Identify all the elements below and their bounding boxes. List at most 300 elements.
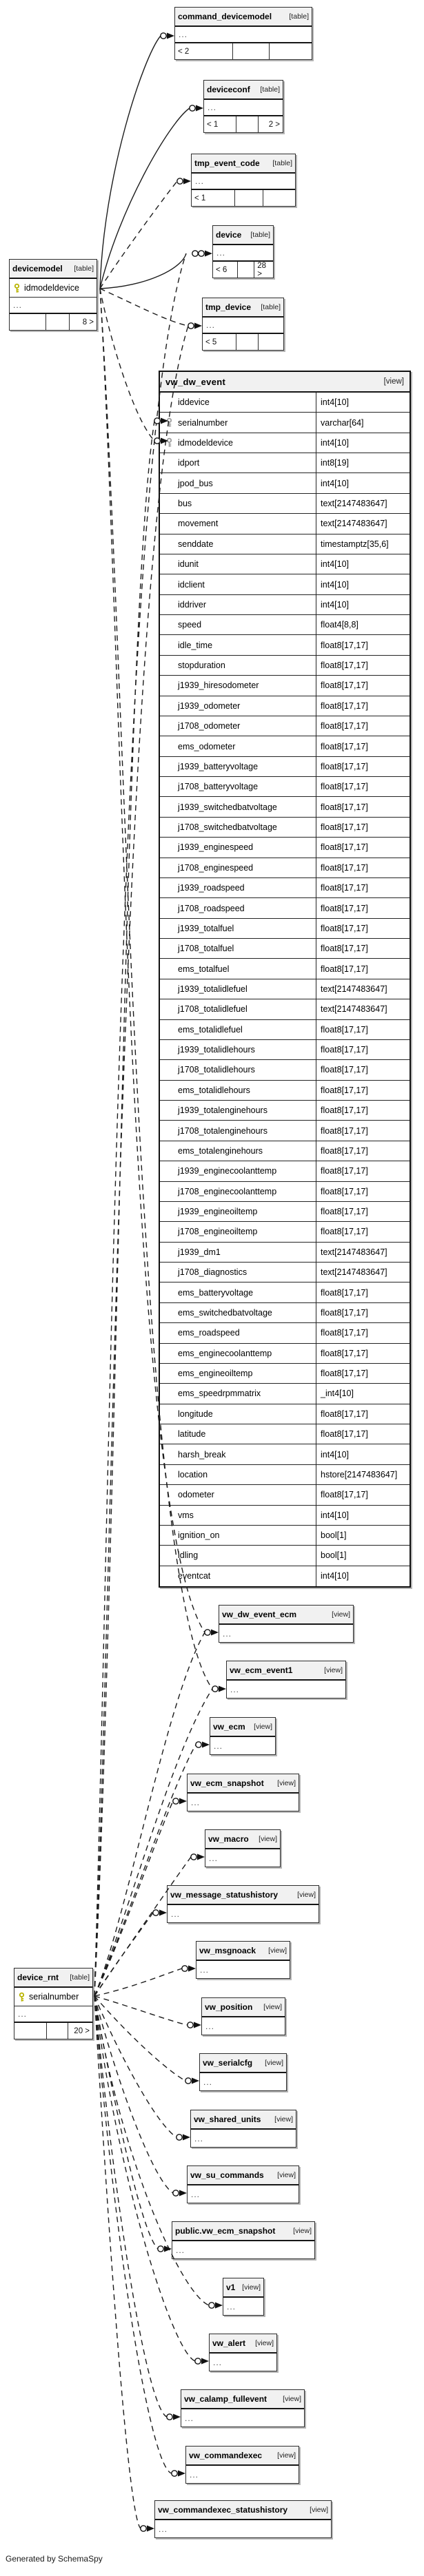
footer-mid-cell <box>46 314 70 330</box>
column-name: j1708_diagnostics <box>178 1267 248 1278</box>
column-name: idunit <box>178 559 199 570</box>
column-name: eventcat <box>178 1571 211 1581</box>
edge-arrowhead-icon <box>179 1798 187 1805</box>
view-title: vw_ecm <box>213 1722 245 1732</box>
footer-parents-count: 20 > <box>74 2026 90 2035</box>
column-row[interactable] <box>160 1323 410 1343</box>
relationship-edge <box>94 1801 173 1996</box>
column-row[interactable] <box>160 393 410 413</box>
column-type: int8[19] <box>316 453 410 472</box>
view-title: vw_message_statushistory <box>170 1890 279 1900</box>
table-title: tmp_device <box>205 302 252 312</box>
column-name: ems_switchedbatvoltage <box>178 1307 272 1318</box>
column-type: float8[17,17] <box>316 1344 410 1363</box>
relationship-edge <box>94 1996 188 2025</box>
column-name: j1708_enginespeed <box>178 862 254 873</box>
column-row[interactable] <box>160 1526 410 1546</box>
column-type: text[2147483647] <box>316 1243 410 1262</box>
table-device[interactable] <box>212 225 274 278</box>
column-name: ems_totalfuel <box>178 964 230 974</box>
view-header[interactable] <box>191 2110 296 2130</box>
column-name: j1708_odometer <box>178 721 241 731</box>
view-vw_alert[interactable] <box>209 2334 277 2371</box>
column-row[interactable] <box>160 1506 410 1526</box>
column-type: int4[10] <box>316 595 410 614</box>
edge-arrowhead-icon <box>201 2358 209 2365</box>
ellipsis-row[interactable]: ... <box>179 30 188 39</box>
column-row[interactable] <box>160 615 410 635</box>
column-row[interactable] <box>160 635 410 655</box>
column-row[interactable] <box>160 676 410 696</box>
view-tag: [view] <box>274 2115 293 2123</box>
view-header[interactable] <box>210 1718 275 1737</box>
view-header[interactable] <box>172 2222 314 2241</box>
relationship-edge <box>94 1745 196 1996</box>
view-vw_ecm_snapshot[interactable] <box>187 1774 299 1811</box>
ellipsis-row[interactable]: ... <box>195 176 205 186</box>
view-vw_position[interactable] <box>201 1997 285 2035</box>
column-name: j1708_batteryvoltage <box>178 782 259 792</box>
column-name: ems_odometer <box>178 741 236 751</box>
table-title: device <box>216 230 242 240</box>
ellipsis-row[interactable]: ... <box>18 2009 28 2019</box>
edge-zero-many-icon <box>196 1742 201 1747</box>
column-row[interactable] <box>160 736 410 756</box>
view-vw_message_statushistory[interactable] <box>167 1885 319 1923</box>
footer-children-count: < 2 <box>175 43 233 59</box>
edge-arrowhead-icon <box>211 1630 219 1636</box>
view-vw_macro[interactable] <box>205 1829 281 1867</box>
view-vw_serialcfg[interactable] <box>199 2053 287 2091</box>
column-row[interactable] <box>160 656 410 676</box>
primary-key-row[interactable] <box>10 279 97 298</box>
view-vw_msgnoack[interactable] <box>196 1941 290 1979</box>
column-name: idmodeldevice <box>178 437 233 448</box>
column-type: float8[17,17] <box>316 777 410 796</box>
column-row[interactable] <box>160 838 410 858</box>
ellipsis-row[interactable]: ... <box>213 2357 223 2367</box>
table-header[interactable] <box>10 260 97 279</box>
edge-zero-many-icon <box>153 1910 159 1915</box>
ellipsis-row[interactable]: ... <box>200 1964 210 1975</box>
view-title: vw_calamp_fullevent <box>184 2394 267 2404</box>
column-name: j1939_enginespeed <box>178 842 254 853</box>
footer-mid-cell <box>238 262 255 278</box>
table-footer <box>175 42 312 59</box>
ellipsis-row[interactable]: ... <box>191 2189 201 2199</box>
view-tag: [view] <box>277 2451 296 2460</box>
column-row[interactable] <box>160 1202 410 1222</box>
column-type: bool[1] <box>316 1526 410 1545</box>
edge-arrowhead-icon <box>196 105 203 112</box>
footer-children-count: < 6 <box>213 262 238 278</box>
column-name: ems_totalidlehours <box>178 1085 250 1095</box>
edge-zero-many-icon <box>141 2526 146 2531</box>
ellipsis-row[interactable]: ... <box>230 1684 240 1694</box>
view-title: vw_ecm_snapshot <box>190 1778 264 1788</box>
column-row[interactable] <box>160 777 410 797</box>
column-row[interactable] <box>160 999 410 1019</box>
footer-mid-cell <box>235 190 263 206</box>
column-type: float8[17,17] <box>316 1141 410 1161</box>
column-type: float8[17,17] <box>316 818 410 837</box>
view-tag: [view] <box>259 1835 277 1843</box>
ellipsis-row[interactable]: ... <box>171 1909 181 1919</box>
column-type: float8[17,17] <box>316 838 410 857</box>
column-type: hstore[2147483647] <box>316 1465 410 1484</box>
relationship-edge <box>100 253 186 289</box>
column-row[interactable] <box>160 1121 410 1141</box>
edge-arrowhead-icon <box>164 2246 172 2252</box>
relationship-edge <box>94 1913 153 1996</box>
view-public-vw_ecm_snapshot[interactable] <box>172 2221 315 2259</box>
column-type: float8[17,17] <box>316 1485 410 1504</box>
column-row[interactable] <box>160 858 410 878</box>
edge-zero-many-icon <box>205 1630 210 1635</box>
footer-parents-count <box>270 43 312 59</box>
view-tag: [view] <box>268 1946 287 1955</box>
column-row[interactable] <box>160 1060 410 1080</box>
column-name: ems_speedrpmmatrix <box>178 1389 261 1399</box>
view-title: vw_ecm_event1 <box>230 1665 293 1675</box>
column-type: float8[17,17] <box>316 1404 410 1424</box>
column-row[interactable] <box>160 757 410 777</box>
column-name: j1939_switchedbatvoltage <box>178 802 277 812</box>
column-row[interactable] <box>160 1040 410 1060</box>
ellipsis-row[interactable]: ... <box>159 2524 168 2534</box>
view-header[interactable] <box>188 1774 299 1794</box>
edge-arrowhead-icon <box>215 2303 223 2309</box>
ellipsis-row[interactable]: ... <box>214 1741 223 1751</box>
column-name: bus <box>178 499 192 509</box>
column-name: ems_totalidlefuel <box>178 1024 243 1035</box>
edge-zero-many-icon <box>172 2471 177 2476</box>
column-row[interactable] <box>160 1465 410 1485</box>
table-header[interactable] <box>192 154 295 174</box>
footer-mid-cell <box>236 334 259 350</box>
edge-zero-many-icon <box>177 178 183 184</box>
ellipsis-row[interactable]: ... <box>205 2021 215 2031</box>
column-row[interactable] <box>160 696 410 716</box>
column-row[interactable] <box>160 453 410 473</box>
column-row[interactable] <box>160 878 410 898</box>
column-row[interactable] <box>160 979 410 999</box>
view-tag: [view] <box>310 2506 328 2514</box>
footer-children-count: < 5 <box>203 334 236 350</box>
column-row[interactable] <box>160 433 410 453</box>
column-type: float8[17,17] <box>316 797 410 816</box>
column-name: j1939_totalidlefuel <box>178 984 248 994</box>
view-header[interactable] <box>181 2390 304 2409</box>
view-title: vw_position <box>205 2002 253 2012</box>
view-vw_shared_units[interactable] <box>190 2110 296 2148</box>
column-row[interactable] <box>160 716 410 736</box>
view-title: vw_serialcfg <box>203 2058 253 2068</box>
column-name: j1708_enginecoolanttemp <box>178 1186 277 1196</box>
ellipsis-row[interactable]: ... <box>13 300 23 310</box>
view-header[interactable] <box>186 2447 299 2466</box>
edge-zero-many-icon <box>209 2303 214 2308</box>
column-row[interactable] <box>160 1303 410 1323</box>
column-type: bool[1] <box>316 1546 410 1565</box>
view-vw_calamp_fullevent[interactable] <box>181 2389 305 2427</box>
ellipsis-row[interactable]: ... <box>206 320 216 330</box>
table-tmp_device[interactable] <box>202 298 284 351</box>
ellipsis-row[interactable]: ... <box>185 2413 194 2423</box>
column-row[interactable] <box>160 1485 410 1505</box>
column-type: text[2147483647] <box>316 979 410 999</box>
ellipsis-row[interactable]: ... <box>191 1797 201 1807</box>
view-header[interactable] <box>160 372 410 393</box>
column-name: j1708_engineoiltemp <box>178 1227 258 1237</box>
table-command_devicemodel[interactable] <box>174 7 312 60</box>
relationship-edge <box>94 1996 158 2249</box>
ellipsis-row[interactable]: ... <box>203 2077 213 2087</box>
view-tag: [view] <box>265 2059 283 2067</box>
key-icon <box>19 1992 25 2002</box>
table-footer <box>213 260 273 278</box>
column-type: float8[17,17] <box>316 1101 410 1120</box>
column-row[interactable] <box>160 1182 410 1202</box>
table-header[interactable] <box>175 8 312 27</box>
column-name: iddriver <box>178 599 206 610</box>
view-title: vw_macro <box>208 1834 249 1844</box>
column-row[interactable] <box>160 1020 410 1040</box>
table-header[interactable] <box>204 81 283 100</box>
table-footer <box>192 189 295 206</box>
view-header[interactable] <box>205 1830 280 1849</box>
relationship-edge <box>100 289 188 326</box>
relationship-edge <box>94 421 154 1996</box>
edge-zero-many-icon <box>182 1966 188 1971</box>
table-tag: [table] <box>260 85 280 94</box>
edge-zero-many-icon <box>195 2358 201 2364</box>
column-type: float8[17,17] <box>316 1222 410 1241</box>
column-row[interactable] <box>160 1546 410 1566</box>
column-row[interactable] <box>160 959 410 979</box>
relationship-edge <box>94 1632 205 1996</box>
column-name: odometer <box>178 1490 214 1500</box>
column-row[interactable] <box>160 1404 410 1424</box>
table-header[interactable] <box>14 1969 92 1988</box>
ellipsis-row[interactable]: ... <box>216 248 226 258</box>
view-header[interactable] <box>200 2054 286 2073</box>
column-row[interactable] <box>160 1566 410 1586</box>
column-row[interactable] <box>160 1384 410 1404</box>
column-name: idport <box>178 458 200 468</box>
edge-zero-many-icon <box>173 1798 179 1804</box>
table-header[interactable] <box>213 226 273 245</box>
view-vw_su_commands[interactable] <box>187 2165 299 2203</box>
column-name: j1708_totalenginehours <box>178 1125 267 1136</box>
column-name: j1939_odometer <box>178 700 241 711</box>
edge-arrowhead-icon <box>192 2078 199 2084</box>
column-name: vms <box>178 1510 194 1520</box>
column-type: _int4[10] <box>316 1384 410 1403</box>
column-row[interactable] <box>160 595 410 615</box>
column-row[interactable] <box>160 1282 410 1302</box>
view-vw_commandexec_statushistory[interactable] <box>154 2500 332 2538</box>
view-header[interactable] <box>168 1886 319 1905</box>
table-devicemodel[interactable] <box>9 259 97 331</box>
column-row[interactable] <box>160 554 410 574</box>
column-name: j1939_hiresodometer <box>178 681 259 691</box>
column-row[interactable] <box>160 473 410 493</box>
view-header[interactable] <box>196 1942 290 1961</box>
ellipsis-row[interactable]: ... <box>190 2469 199 2480</box>
relationship-edge <box>100 289 154 441</box>
view-title: vw_su_commands <box>190 2170 264 2180</box>
view-title: vw_commandexec_statushistory <box>158 2505 288 2515</box>
table-title: command_devicemodel <box>178 12 272 21</box>
view-title: vw_alert <box>212 2338 246 2348</box>
column-row[interactable] <box>160 1444 410 1464</box>
column-row[interactable] <box>160 514 410 534</box>
column-row[interactable] <box>160 898 410 918</box>
column-row[interactable] <box>160 1263 410 1282</box>
footer-parents-count: 2 > <box>268 120 280 129</box>
view-tag: [view] <box>332 1610 350 1619</box>
edge-zero-many-icon <box>173 2190 179 2196</box>
footer-mid-cell <box>47 2023 68 2039</box>
column-name: j1939_engineoiltemp <box>178 1207 258 1217</box>
column-type: float8[17,17] <box>316 919 410 938</box>
table-footer <box>204 115 283 132</box>
table-title: device_rnt <box>17 1973 59 1982</box>
ellipsis-row[interactable]: ... <box>223 1628 232 1639</box>
column-row[interactable] <box>160 1364 410 1384</box>
column-row[interactable] <box>160 1101 410 1121</box>
column-type: float8[17,17] <box>316 1303 410 1322</box>
edge-arrowhead-icon <box>202 1742 210 1748</box>
view-header[interactable] <box>227 1661 345 1681</box>
column-type: float8[17,17] <box>316 716 410 736</box>
column-row[interactable] <box>160 413 410 433</box>
column-row[interactable] <box>160 1222 410 1242</box>
column-row[interactable] <box>160 818 410 838</box>
table-tag: [table] <box>70 1973 90 1982</box>
column-type: float8[17,17] <box>316 1040 410 1059</box>
view-header[interactable] <box>219 1606 353 1625</box>
generator-note: Generated by SchemaSpy <box>6 2554 103 2564</box>
column-type: float8[17,17] <box>316 1182 410 1201</box>
ellipsis-row[interactable]: ... <box>194 2133 204 2143</box>
column-row[interactable] <box>160 939 410 959</box>
edge-zero-many-icon <box>158 2246 163 2252</box>
column-row[interactable] <box>160 1243 410 1263</box>
relationship-edge <box>100 108 190 289</box>
view-header[interactable] <box>202 1998 285 2017</box>
column-type: float8[17,17] <box>316 676 410 695</box>
primary-key-row[interactable] <box>14 1988 92 2006</box>
column-name: senddate <box>178 539 214 549</box>
column-name: j1708_roadspeed <box>178 903 245 913</box>
relationship-edge <box>94 1996 167 2417</box>
view-tag: [view] <box>263 2003 282 2011</box>
column-row[interactable] <box>160 534 410 554</box>
column-type: float8[17,17] <box>316 1282 410 1302</box>
column-name: j1939_batteryvoltage <box>178 761 259 771</box>
view-header[interactable] <box>155 2501 331 2520</box>
ellipsis-row[interactable]: ... <box>209 1853 219 1863</box>
column-name: ems_batteryvoltage <box>178 1287 254 1298</box>
ellipsis-row[interactable]: ... <box>176 2245 185 2255</box>
view-title: public.vw_ecm_snapshot <box>175 2226 276 2236</box>
column-type: int4[10] <box>316 1444 410 1464</box>
edge-arrowhead-icon <box>159 1910 167 1916</box>
table-footer <box>14 2022 92 2039</box>
column-name: ems_totalenginehours <box>178 1145 263 1156</box>
edge-zero-many-icon <box>191 1854 196 1860</box>
column-row[interactable] <box>160 1344 410 1364</box>
column-name: jpod_bus <box>178 478 213 488</box>
view-tag: [view] <box>297 1891 316 1899</box>
column-type: float4[8,8] <box>316 615 410 634</box>
view-vw_dw_event[interactable] <box>159 371 411 1588</box>
ellipsis-row[interactable]: ... <box>227 2301 236 2312</box>
edge-arrowhead-icon <box>179 2190 187 2196</box>
column-row[interactable] <box>160 494 410 514</box>
view-header[interactable] <box>223 2278 263 2298</box>
column-row[interactable] <box>160 574 410 594</box>
column-type: text[2147483647] <box>316 999 410 1019</box>
column-row[interactable] <box>160 1161 410 1181</box>
view-v1[interactable] <box>223 2278 264 2316</box>
view-header[interactable] <box>210 2334 276 2354</box>
column-name: iddevice <box>178 397 210 408</box>
table-device_rnt[interactable] <box>14 1968 93 2039</box>
table-deviceconf[interactable] <box>203 80 283 133</box>
table-footer <box>203 333 283 350</box>
edge-zero-many-icon <box>167 2414 172 2420</box>
column-type: text[2147483647] <box>316 514 410 533</box>
column-type: float8[17,17] <box>316 1364 410 1383</box>
column-type: int4[10] <box>316 1506 410 1525</box>
edge-arrowhead-icon <box>178 2471 185 2477</box>
edge-zero-many-icon <box>161 33 166 39</box>
column-row[interactable] <box>160 1141 410 1161</box>
column-row[interactable] <box>160 1424 410 1444</box>
table-title: devicemodel <box>12 264 63 273</box>
column-row[interactable] <box>160 1081 410 1101</box>
column-name: j1708_totalidlefuel <box>178 1004 248 1015</box>
column-name: j1939_dm1 <box>178 1247 221 1257</box>
column-name: idle_time <box>178 640 213 650</box>
relationship-edge <box>100 36 161 289</box>
column-type: float8[17,17] <box>316 1323 410 1342</box>
table-tmp_event_code[interactable] <box>191 154 296 207</box>
ellipsis-row[interactable]: ... <box>208 103 217 112</box>
edge-zero-many-icon <box>176 2134 182 2140</box>
column-name: speed <box>178 620 202 630</box>
edge-arrowhead-icon <box>194 2022 201 2028</box>
view-vw_ecm[interactable] <box>210 1717 276 1755</box>
view-vw_dw_event_ecm[interactable] <box>219 1605 354 1643</box>
column-type: float8[17,17] <box>316 1081 410 1100</box>
key-icon <box>166 417 172 428</box>
view-header[interactable] <box>188 2166 299 2185</box>
view-vw_ecm_event1[interactable] <box>226 1661 346 1699</box>
edge-arrowhead-icon <box>205 251 212 257</box>
column-row[interactable] <box>160 797 410 817</box>
view-vw_commandexec[interactable] <box>185 2446 299 2484</box>
relationship-edge <box>94 1689 212 1996</box>
column-row[interactable] <box>160 919 410 939</box>
column-name: ems_roadspeed <box>178 1328 240 1338</box>
table-header[interactable] <box>203 298 283 318</box>
column-name: ems_engineoiltemp <box>178 1369 253 1379</box>
relationship-edge <box>94 1996 176 2137</box>
